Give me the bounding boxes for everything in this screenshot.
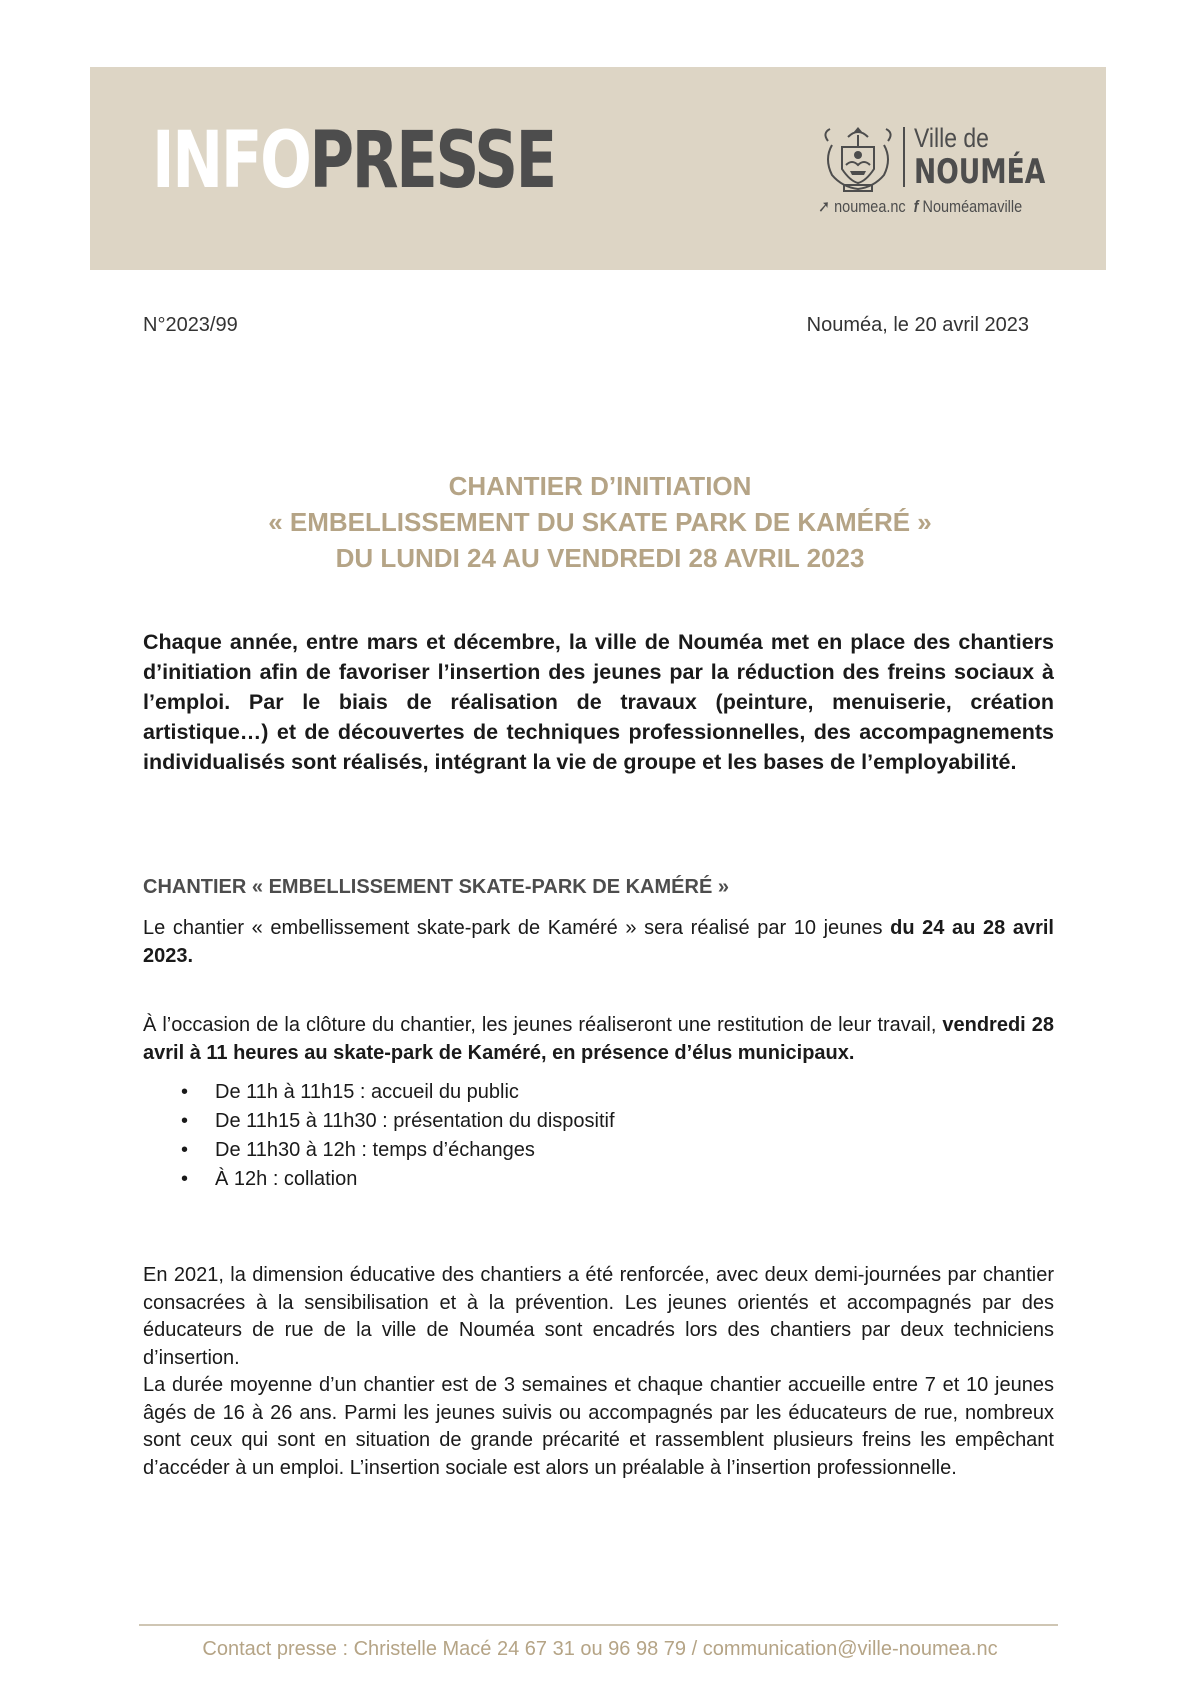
press-contact-footer: Contact presse : Christelle Macé 24 67 31 ou 96 98 79 / communication@ville-noumea.nc bbox=[202, 1638, 998, 1660]
paragraph-dates bbox=[143, 914, 1054, 970]
press-release-number: N°2023/99 bbox=[143, 314, 238, 336]
facebook-link[interactable]: Nouméamaville bbox=[922, 197, 1023, 216]
logo-separator bbox=[903, 127, 905, 187]
paragraph-context bbox=[143, 1262, 1054, 1482]
paragraph-closing-bold: vendredi 28 avril à 11 heures au skate-park de Kaméré, en présence d’élus municipaux. bbox=[143, 1014, 1054, 1064]
header-banner bbox=[90, 67, 1106, 270]
footer-divider bbox=[139, 1624, 1058, 1626]
page-title bbox=[100, 468, 1100, 576]
paragraph-closing bbox=[143, 1011, 1054, 1067]
title-line-1: CHANTIER D’INITIATION bbox=[448, 471, 752, 501]
paragraph-duration: La durée moyenne d’un chantier est de 3 semaines et chaque chantier accueille entre 7 et 10 jeunes âgés de 16 à 26 ans. Parmi les jeunes suivis ou accompagnés par les éducateurs de rue, nombreux sont ceux qui sont en situation de grande précarité et rassemblent plusieurs freins les empêchant d’accéder à un emploi. L’insertion sociale est alors un préalable à l’insertion professionnelle. bbox=[143, 1374, 1054, 1479]
facebook-icon: f bbox=[913, 197, 919, 216]
paragraph-dates-bold: du 24 au 28 avril 2023. bbox=[143, 917, 1054, 967]
cursor-arrow-icon: ➚ bbox=[818, 197, 831, 216]
title-line-3: DU LUNDI 24 AU VENDREDI 28 AVRIL 2023 bbox=[335, 543, 865, 573]
lead-paragraph: Chaque année, entre mars et décembre, la ville de Nouméa met en place des chantiers d’initiation afin de favoriser l’insertion des jeunes par la réduction des freins sociaux à l’emploi. Par le biais de réalisation de travaux (peinture, menuiserie, création artistique…) et de découvertes de techniques professionnelles, des accompagnements individualisés sont réalisés, intégrant la vie de groupe et les bases de l’employabilité. bbox=[143, 630, 1054, 774]
paragraph-closing-text: À l’occasion de la clôture du chantier, les jeunes réaliseront une restitution de leur travail, bbox=[143, 1014, 943, 1036]
logo-noumea: NOUMÉA bbox=[914, 152, 1046, 192]
list-item: • De 11h à 11h15 : accueil du public bbox=[143, 1078, 1054, 1107]
press-release-date: Nouméa, le 20 avril 2023 bbox=[806, 314, 1029, 336]
city-coat-of-arms-icon bbox=[818, 125, 898, 195]
paragraph-2021: En 2021, la dimension éducative des chantiers a été renforcée, avec deux demi-journées par chantier consacrées à la sensibilisation et à la prévention. Les jeunes orientés et accompagnés par des éducateurs de rue de la ville de Nouméa sont encadrés lors des chantiers par deux techniciens d’insertion. bbox=[143, 1264, 1054, 1369]
title-line-2: « EMBELLISSEMENT DU SKATE PARK DE KAMÉRÉ » bbox=[268, 507, 932, 537]
brand-presse: PRESSE bbox=[309, 116, 555, 206]
paragraph-dates-text: Le chantier « embellissement skate-park de Kaméré » sera réalisé par 10 jeunes bbox=[143, 917, 891, 939]
website-link[interactable]: noumea.nc bbox=[834, 197, 906, 216]
program-list bbox=[143, 1078, 1054, 1194]
ville-de-noumea-logo bbox=[818, 117, 1078, 217]
logo-links bbox=[818, 197, 1022, 217]
logo-ville-de: Ville de bbox=[914, 123, 989, 153]
brand-info: INFO bbox=[152, 116, 310, 206]
list-item: • De 11h30 à 12h : temps d’échanges bbox=[143, 1136, 1054, 1165]
list-item: • De 11h15 à 11h30 : présentation du dispositif bbox=[143, 1107, 1054, 1136]
info-presse-title bbox=[152, 116, 555, 206]
list-item: • À 12h : collation bbox=[143, 1165, 1054, 1194]
section-heading: CHANTIER « EMBELLISSEMENT SKATE-PARK DE KAMÉRÉ » bbox=[143, 876, 729, 898]
